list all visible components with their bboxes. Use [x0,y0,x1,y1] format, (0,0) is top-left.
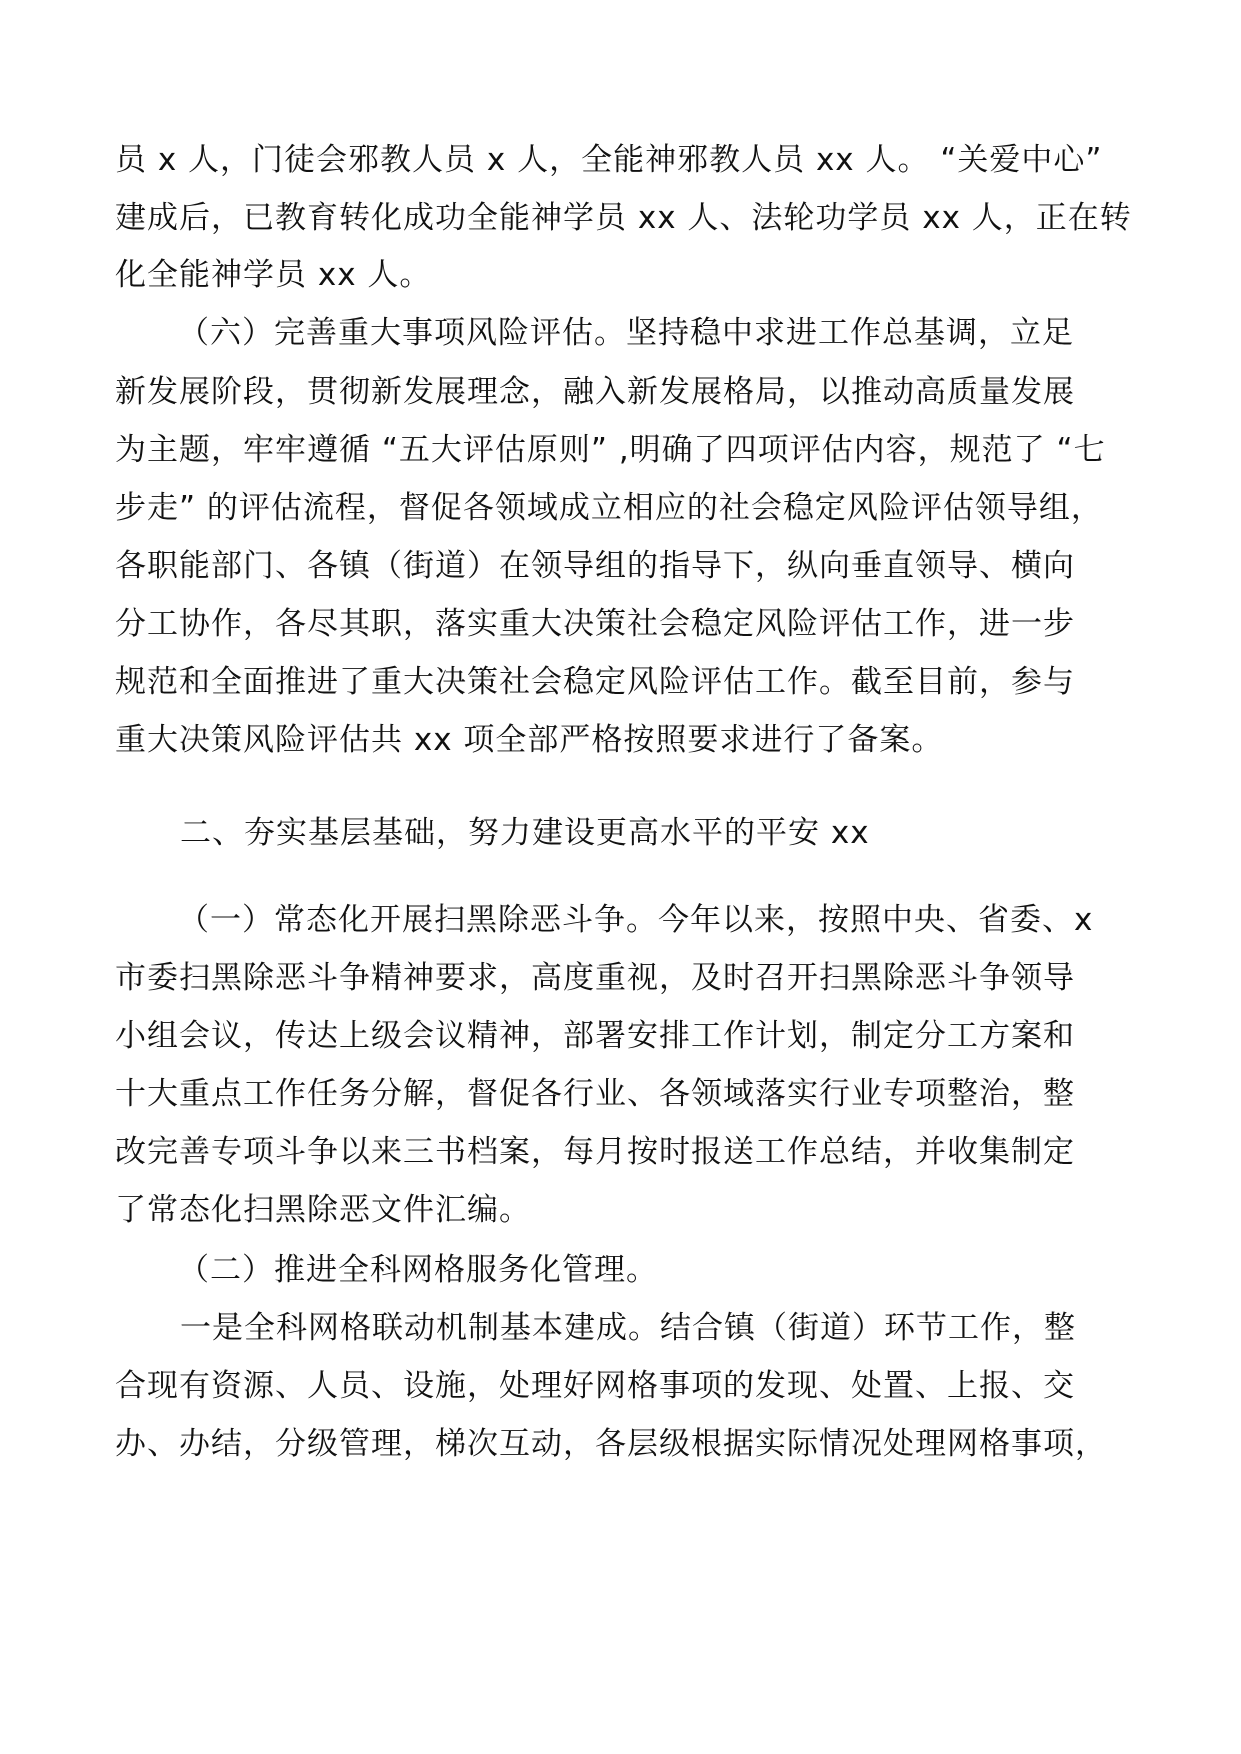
paragraph-6-heading: （六）完善重大事项风险评估。坚持稳中求进工作总基调，立足 [178,315,1074,351]
section-2-heading: 二、夯实基层基础，努力建设更高水平的平安 xx [180,815,870,851]
paragraph-1-heading: （一）常态化开展扫黑除恶斗争。今年以来，按照中央、省委、x [178,902,1094,938]
text-line-20: 一是全科网格联动机制基本建成。结合镇（街道）环节工作，整 [180,1310,1076,1346]
text-line-14: 市委扫黑除恶斗争精神要求，高度重视，及时召开扫黑除恶斗争领导 [115,960,1075,996]
text-line-8: 各职能部门、各镇（街道）在领导组的指导下，纵向垂直领导、横向 [115,548,1075,584]
text-line-21: 合现有资源、人员、设施，处理好网格事项的发现、处置、上报、交 [115,1368,1075,1404]
paragraph-2-heading: （二）推进全科网格服务化管理。 [178,1252,658,1288]
text-line-2: 建成后，已教育转化成功全能神学员 xx 人、法轮功学员 xx 人，正在转 [115,200,1132,236]
text-line-15: 小组会议，传达上级会议精神，部署安排工作计划，制定分工方案和 [115,1018,1075,1054]
text-line-22: 办、办结，分级管理，梯次互动，各层级根据实际情况处理网格事项， [115,1426,1107,1462]
text-line-6: 为主题，牢牢遵循 “五大评估原则” ,明确了四项评估内容，规范了 “七 [115,432,1106,468]
text-line-10: 规范和全面推进了重大决策社会稳定风险评估工作。截至目前，参与 [115,664,1075,700]
text-line-16: 十大重点工作任务分解，督促各行业、各领域落实行业专项整治，整 [115,1076,1075,1112]
text-line-11: 重大决策风险评估共 xx 项全部严格按照要求进行了备案。 [115,722,944,758]
text-line-1: 员 x 人，门徒会邪教人员 x 人，全能神邪教人员 xx 人。 “关爱中心” [115,142,1103,178]
text-line-7: 步走” 的评估流程，督促各领域成立相应的社会稳定风险评估领导组， [115,490,1103,526]
text-line-17: 改完善专项斗争以来三书档案，每月按时报送工作总结，并收集制定 [115,1134,1075,1170]
text-line-9: 分工协作，各尽其职，落实重大决策社会稳定风险评估工作，进一步 [115,606,1075,642]
text-line-18: 了常态化扫黑除恶文件汇编。 [115,1192,531,1228]
text-line-3: 化全能神学员 xx 人。 [115,257,432,293]
text-line-5: 新发展阶段，贯彻新发展理念，融入新发展格局，以推动高质量发展 [115,374,1075,410]
